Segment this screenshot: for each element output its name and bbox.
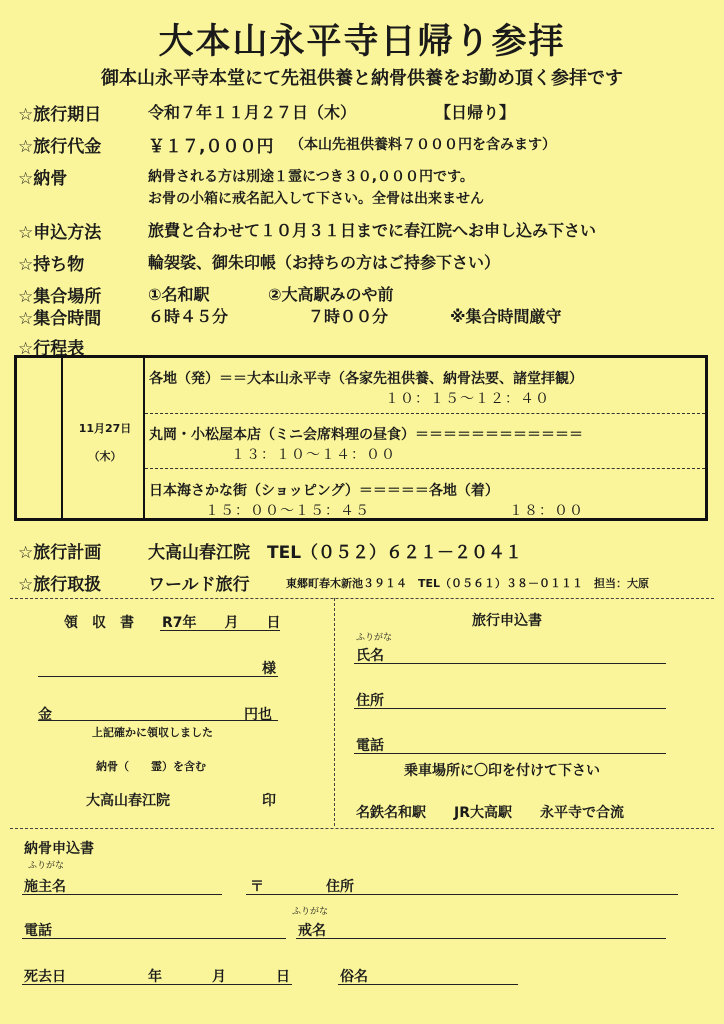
- meettime-label: ☆集合時間: [18, 309, 102, 329]
- planner-label: ☆旅行計画: [18, 543, 102, 563]
- price-value: ￥１７,０００円: [148, 137, 274, 157]
- bone-form-address: 住所: [326, 879, 354, 895]
- application-name-label: 氏名: [356, 648, 384, 664]
- agent-label: ☆旅行取扱: [18, 575, 102, 595]
- bones-line1: 納骨される方は別途１霊につき３０,０００円です。: [148, 169, 474, 185]
- schedule-row1-text: 各地（発）＝＝大本山永平寺（各家先祖供養、納骨法要、諸堂拝観）: [149, 371, 583, 387]
- application-phone-label: 電話: [356, 738, 384, 754]
- bone-form-title: 納骨申込書: [24, 841, 94, 857]
- schedule-day: 11月27日: [78, 422, 132, 435]
- bone-form-sponsor-field[interactable]: [22, 894, 222, 895]
- apply-label: ☆申込方法: [18, 223, 102, 243]
- bone-form-kaimyo-field[interactable]: [296, 938, 666, 939]
- planner-value: 大高山春江院 TEL（０５２）６２１－２０４１: [148, 543, 523, 563]
- apply-value: 旅費と合わせて１０月３１日までに春江院へお申し込み下さい: [148, 221, 597, 240]
- schedule-row3-text: 日本海さかな街（ショッピング）＝＝＝＝＝各地（着）: [149, 483, 499, 499]
- receipt-temple: 大高山春江院: [86, 793, 170, 809]
- page-subtitle: 御本山永平寺本堂にて先祖供養と納骨供養をお勤め頂く参拝です: [101, 68, 623, 89]
- agent-value: ワールド旅行: [148, 575, 250, 595]
- receipt-confirm: 上記確かに領収しました: [92, 726, 213, 739]
- application-address-label: 住所: [356, 693, 384, 709]
- bones-line2: お骨の小箱に戒名記入して下さい。全骨は出来ません: [148, 191, 484, 207]
- schedule-row3-time: １５：００～１５：４５: [205, 503, 370, 519]
- bone-form-zokumyo-field[interactable]: [338, 984, 518, 985]
- receipt-title: 領 収 書: [64, 615, 134, 631]
- bone-form-death-date: 死去日: [24, 969, 66, 985]
- bone-form-phone: 電話: [24, 923, 52, 939]
- receipt-date: R7年 月 日: [162, 615, 281, 631]
- meettime-time1: ６時４５分: [148, 307, 229, 326]
- bone-form-year: 年: [148, 969, 162, 985]
- schedule-row3-time2: １８：００: [509, 503, 584, 519]
- application-address-field[interactable]: [354, 708, 666, 709]
- schedule-row2-text: 丸岡・小松屋本店（ミニ会席料理の昼食）＝＝＝＝＝＝＝＝＝＝＝＝: [149, 427, 583, 443]
- bone-form-sponsor: 施主名: [24, 879, 66, 895]
- receipt-noukotsu: 納骨（ 霊）を含む: [96, 760, 206, 773]
- schedule-row2-time: １３：１０～１４：００: [231, 447, 396, 463]
- bone-form-death-field[interactable]: [22, 984, 292, 985]
- price-label: ☆旅行代金: [18, 137, 102, 157]
- application-furigana: ふりがな: [356, 633, 393, 643]
- bone-form-postal: 〒: [250, 879, 264, 895]
- schedule-weekday: （木）: [88, 450, 122, 463]
- receipt-kin: 金: [38, 707, 52, 723]
- application-board-note: 乗車場所に〇印を付けて下さい: [404, 763, 600, 779]
- bone-form-furigana2: ふりがな: [292, 907, 329, 917]
- date-label: ☆旅行期日: [18, 105, 102, 125]
- schedule-row1-time: １０：１５～１２：４０: [385, 391, 550, 407]
- receipt-sama: 様: [262, 661, 276, 677]
- meeting-label: ☆集合場所: [18, 287, 102, 307]
- bone-form-address-field[interactable]: [246, 894, 678, 895]
- date-note: 【日帰り】: [435, 103, 516, 122]
- application-stations[interactable]: 名鉄名和駅 JR大高駅 永平寺で合流: [356, 805, 624, 821]
- receipt-yen: 円也: [244, 707, 272, 723]
- bone-form-zokumyo: 俗名: [340, 969, 368, 985]
- schedule-label: ☆行程表: [18, 339, 85, 359]
- application-name-field[interactable]: [354, 663, 666, 664]
- page-title: 大本山永平寺日帰り参拝: [158, 21, 566, 62]
- bone-form-month: 月: [212, 969, 226, 985]
- application-title: 旅行申込書: [472, 613, 542, 629]
- bones-label: ☆納骨: [18, 169, 68, 189]
- date-value: 令和７年１１月２７日（木）: [148, 103, 357, 122]
- receipt-seal: 印: [262, 793, 276, 809]
- bone-form-furigana1: ふりがな: [28, 861, 65, 871]
- meettime-time2: ７時００分: [308, 307, 389, 326]
- items-value: 輪袈裟、御朱印帳（お持ちの方はご持参下さい）: [148, 253, 501, 272]
- meeting-place1: ①名和駅: [148, 285, 210, 304]
- meeting-place2: ②大高駅みのや前: [268, 285, 394, 304]
- schedule-table: [14, 355, 708, 521]
- bone-form-phone-field[interactable]: [22, 938, 286, 939]
- agent-detail: 東郷町春木新池３９１４ TEL（０５６１）３８－０１１１ 担当：大原: [286, 577, 650, 590]
- items-label: ☆持ち物: [18, 255, 85, 275]
- meettime-note: ※集合時間厳守: [450, 307, 562, 326]
- application-phone-field[interactable]: [354, 753, 666, 754]
- bone-form-day: 日: [276, 969, 290, 985]
- bone-form-kaimyo: 戒名: [298, 923, 326, 939]
- price-note: （本山先祖供養料７０００円を含みます）: [290, 137, 556, 153]
